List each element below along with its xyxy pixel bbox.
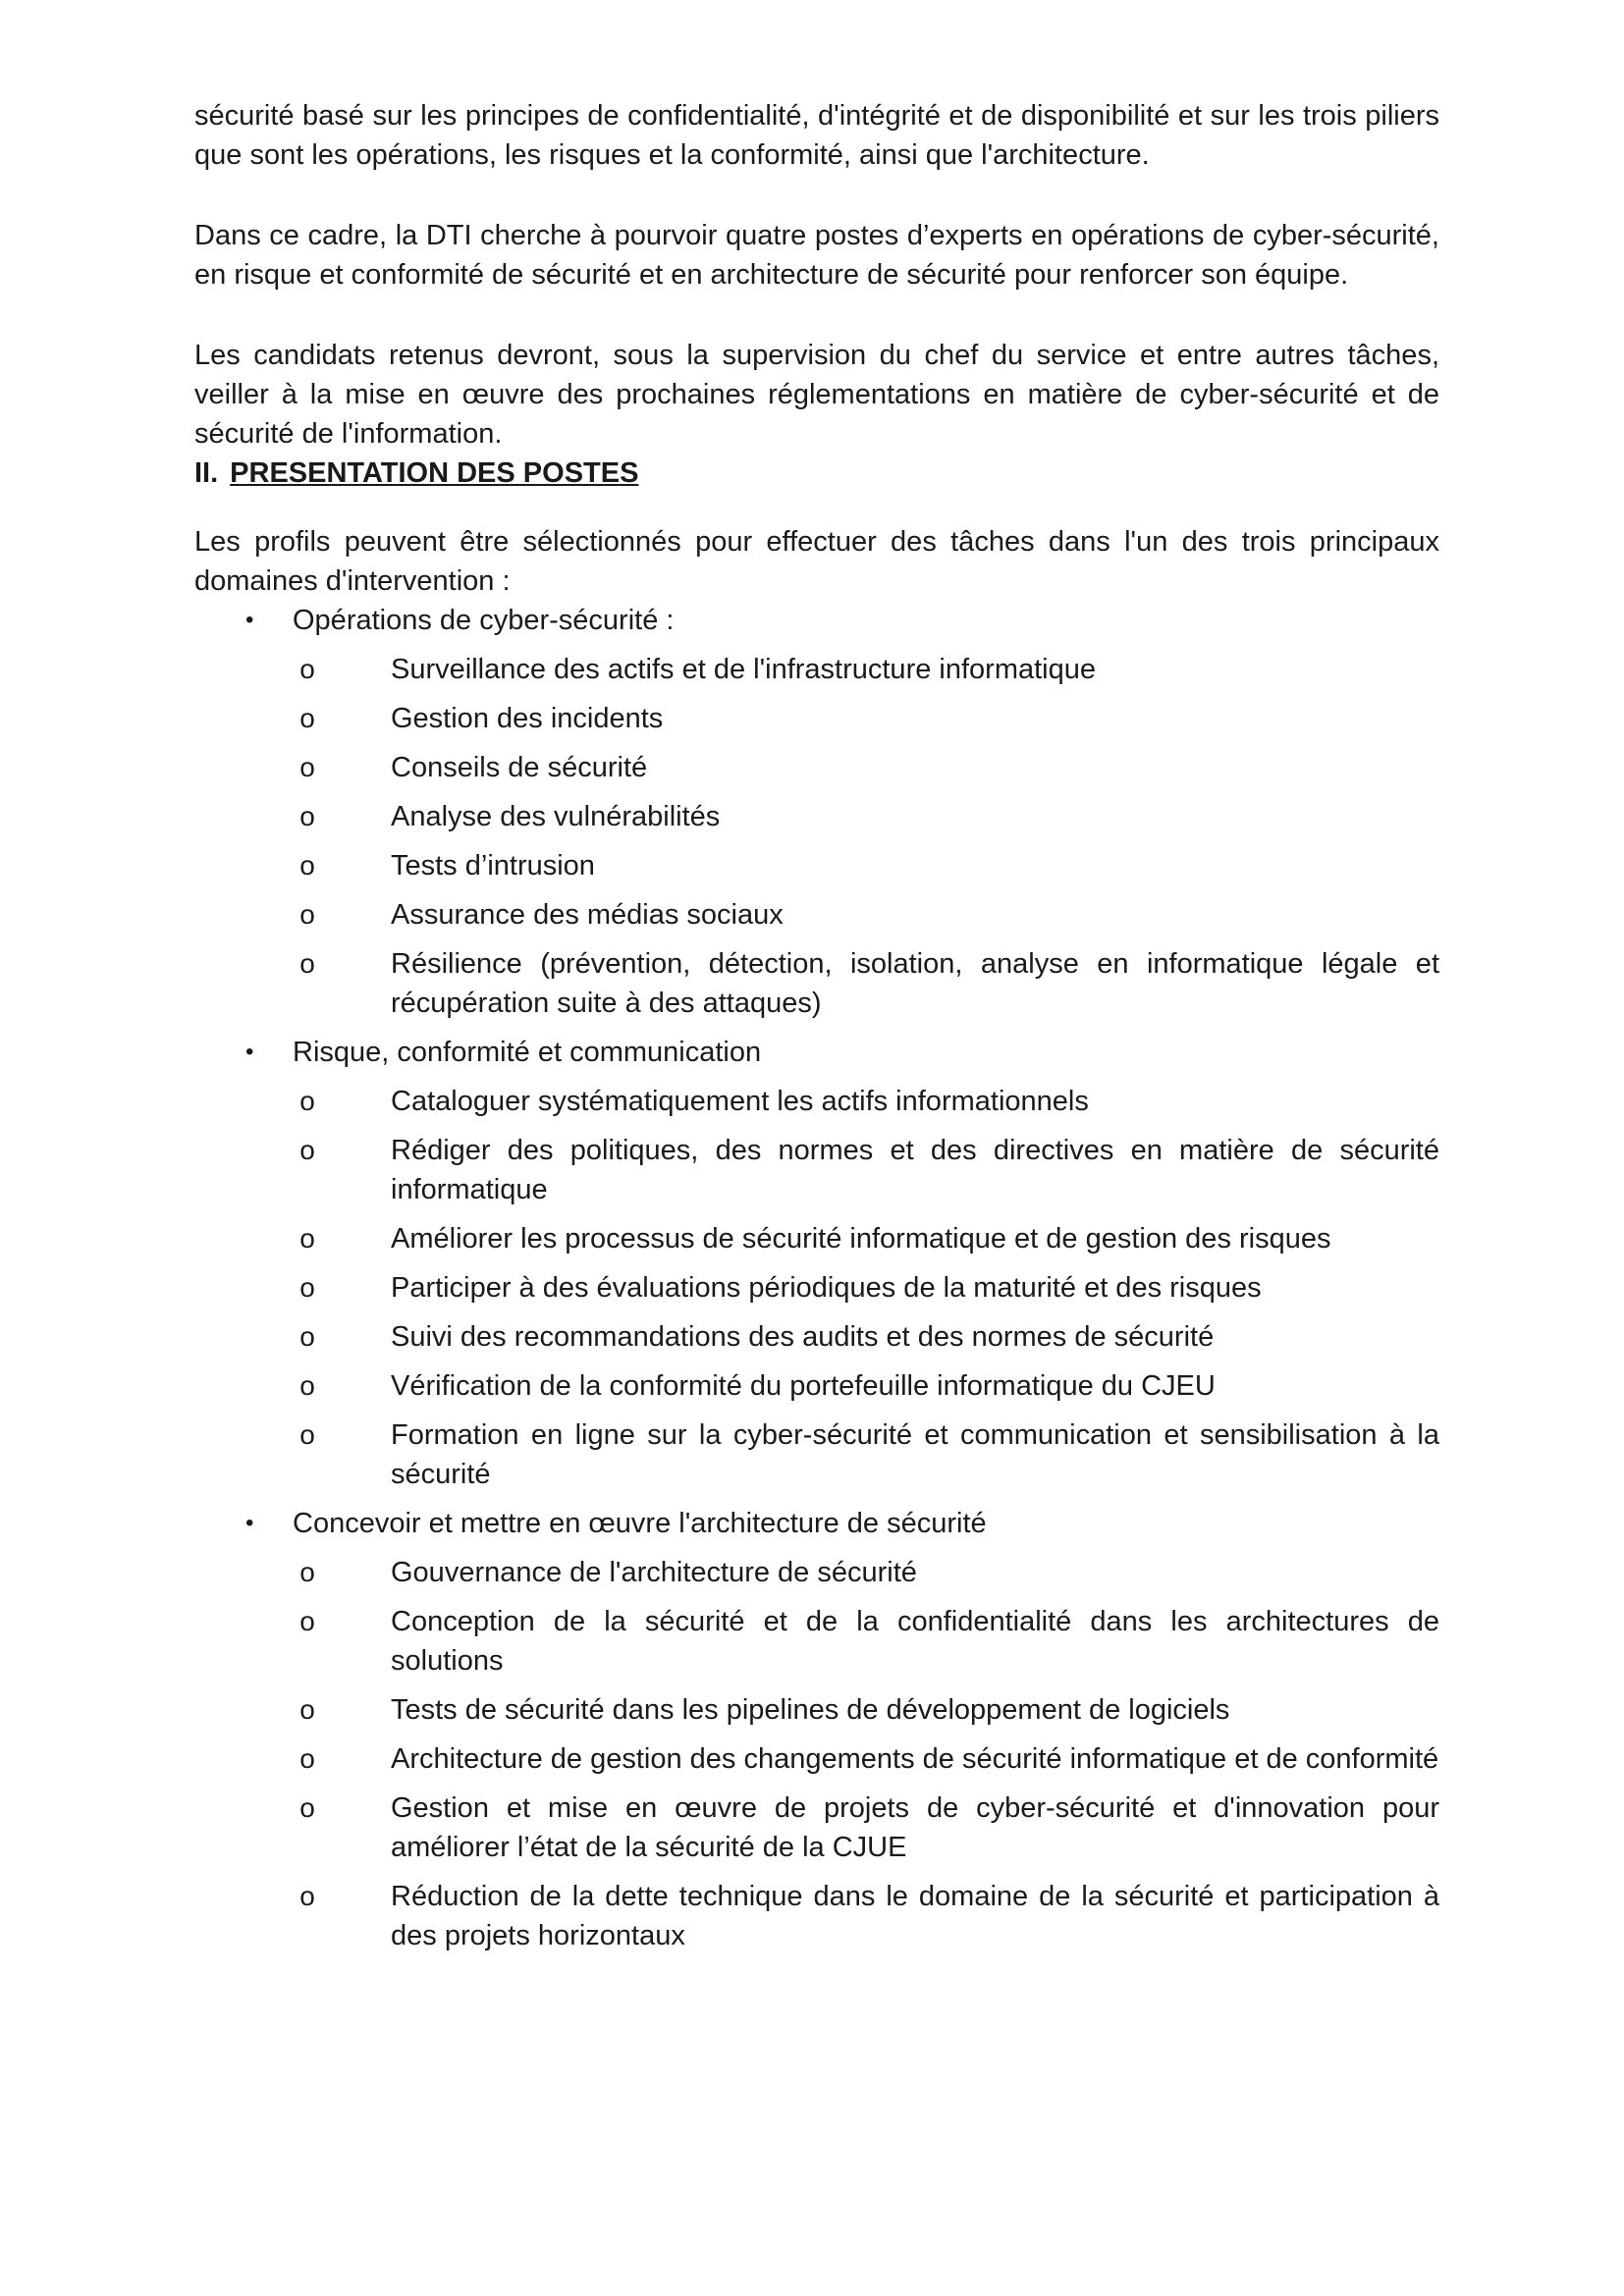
task-text: Réduction de la dette technique dans le domaine de la sécurité et participation à des projets horizontaux (391, 1881, 1439, 1951)
task-text: Surveillance des actifs et de l'infrastructure informatique (391, 654, 1096, 685)
section-heading (194, 454, 1439, 493)
document-page (194, 96, 1439, 1965)
sub-bullet-icon: o (299, 1419, 315, 1450)
task-text: Architecture de gestion des changements de sécurité informatique et de conformité (391, 1743, 1439, 1775)
task-text: Cataloguer systématiquement les actifs informationnels (391, 1086, 1089, 1117)
task-item (293, 699, 1439, 738)
task-text: Formation en ligne sur la cyber-sécurité et communication et sensibilisation à la sécurité (391, 1419, 1439, 1490)
sub-bullet-icon: o (299, 703, 315, 733)
task-item (293, 1739, 1439, 1779)
task-text: Suivi des recommandations des audits et des normes de sécurité (391, 1321, 1215, 1353)
sub-bullet-icon: o (299, 1321, 315, 1352)
sub-bullet-icon: o (299, 1792, 315, 1823)
task-text: Améliorer les processus de sécurité informatique et de gestion des risques (391, 1223, 1331, 1255)
task-text: Gestion et mise en œuvre de projets de cyber-sécurité et d'innovation pour améliorer l’état de la sécurité de la CJUE (391, 1792, 1439, 1863)
domain-item (194, 601, 1439, 1023)
task-item (293, 1789, 1439, 1867)
task-item (293, 1415, 1439, 1494)
sub-bullet-icon: o (299, 850, 315, 881)
task-text: Analyse des vulnérabilités (391, 801, 721, 832)
sub-bullet-icon: o (299, 1272, 315, 1303)
sub-bullet-icon: o (299, 1135, 315, 1165)
task-text: Gouvernance de l'architecture de sécurité (391, 1557, 917, 1588)
task-list (293, 1082, 1439, 1494)
task-item (293, 1553, 1439, 1592)
sub-bullet-icon: o (299, 752, 315, 782)
task-item (293, 944, 1439, 1023)
task-item (293, 895, 1439, 934)
task-item (293, 1131, 1439, 1209)
task-list (293, 650, 1439, 1023)
task-text: Tests de sécurité dans les pipelines de développement de logiciels (391, 1694, 1230, 1726)
domain-label: Opérations de cyber-sécurité : (293, 605, 675, 636)
domain-item (194, 1033, 1439, 1494)
sub-bullet-icon: o (299, 801, 315, 831)
task-text: Vérification de la conformité du portefeuille informatique du CJEU (391, 1370, 1216, 1402)
sub-bullet-icon: o (299, 1086, 315, 1116)
sub-bullet-icon: o (299, 1606, 315, 1636)
task-item (293, 1877, 1439, 1955)
task-item (293, 1268, 1439, 1308)
sub-bullet-icon: o (299, 1694, 315, 1725)
task-text: Conception de la sécurité et de la confidentialité dans les architectures de solutions (391, 1606, 1439, 1677)
sub-bullet-icon: o (299, 1370, 315, 1401)
task-item (293, 1690, 1439, 1730)
sub-bullet-icon: o (299, 1881, 315, 1911)
bullet-icon: • (245, 1039, 254, 1065)
sub-bullet-icon: o (299, 1743, 315, 1774)
sub-bullet-icon: o (299, 1557, 315, 1587)
intro-paragraph-1: sécurité basé sur les principes de confidentialité, d'intégrité et de disponibilité et sur les trois piliers que sont les opérations, les risques et la conformité, ainsi que l'architecture. (194, 100, 1439, 171)
domain-item (194, 1504, 1439, 1955)
task-item (293, 797, 1439, 836)
sub-bullet-icon: o (299, 948, 315, 979)
task-text: Tests d’intrusion (391, 850, 595, 881)
task-item (293, 846, 1439, 885)
sub-bullet-icon: o (299, 899, 315, 930)
task-item (293, 1602, 1439, 1681)
section-number: II. (194, 457, 219, 489)
section-title: PRESENTATION DES POSTES (230, 457, 639, 489)
task-item (293, 1317, 1439, 1357)
domain-label: Concevoir et mettre en œuvre l'architecture de sécurité (293, 1508, 987, 1539)
task-list (293, 1553, 1439, 1955)
task-text: Conseils de sécurité (391, 752, 648, 783)
task-item (293, 748, 1439, 787)
task-text: Rédiger des politiques, des normes et des directives en matière de sécurité informatique (391, 1135, 1439, 1205)
task-item (293, 1082, 1439, 1121)
task-text: Gestion des incidents (391, 703, 664, 734)
domains-list (194, 601, 1439, 1955)
intro-paragraph-3: Les candidats retenus devront, sous la supervision du chef du service et entre autres tâches, veiller à la mise en œuvre des prochaines réglementations en matière de cyber-sécurité et de sécurité de l'information. (194, 340, 1439, 450)
task-item (293, 650, 1439, 689)
task-text: Participer à des évaluations périodiques de la maturité et des risques (391, 1272, 1262, 1304)
section-intro: Les profils peuvent être sélectionnés pour effectuer des tâches dans l'un des trois principaux domaines d'intervention : (194, 526, 1439, 597)
sub-bullet-icon: o (299, 1223, 315, 1254)
task-item (293, 1219, 1439, 1258)
bullet-icon: • (245, 607, 254, 633)
task-text: Résilience (prévention, détection, isolation, analyse en informatique légale et récupération suite à des attaques) (391, 948, 1439, 1019)
bullet-icon: • (245, 1510, 254, 1536)
task-text: Assurance des médias sociaux (391, 899, 784, 931)
task-item (293, 1366, 1439, 1406)
sub-bullet-icon: o (299, 654, 315, 684)
intro-paragraph-2: Dans ce cadre, la DTI cherche à pourvoir quatre postes d’experts en opérations de cyber-sécurité, en risque et conformité de sécurité et en architecture de sécurité pour renforcer son équipe. (194, 220, 1439, 291)
domain-label: Risque, conformité et communication (293, 1037, 762, 1068)
